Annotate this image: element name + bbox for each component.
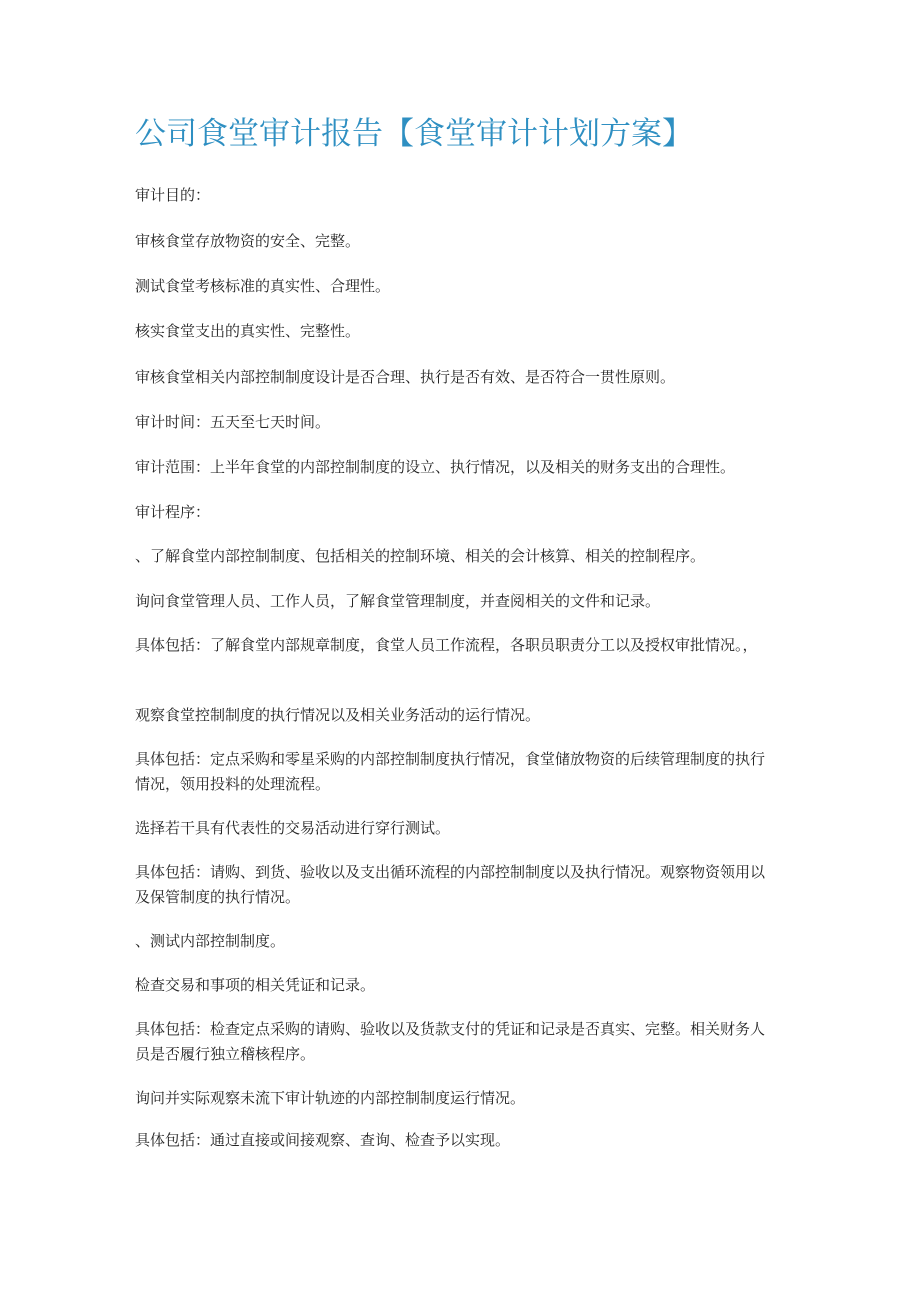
paragraph-procedure-2: 、测试内部控制制度。: [135, 932, 286, 950]
paragraph-detail-5: 具体包括：通过直接或间接观察、查询、检查予以实现。: [135, 1131, 511, 1149]
paragraph-procedure-1: 、了解食堂内部控制制度、包括相关的控制环境、相关的会计核算、相关的控制程序。: [135, 547, 706, 565]
paragraph-audit-procedure-heading: 审计程序：: [135, 503, 211, 521]
paragraph-detail-2: 具体包括：定点采购和零星采购的内部控制制度执行情况，食堂储放物资的后续管理制度的执行情况，领用投料的处理流程。: [135, 750, 766, 793]
paragraph-detail-1: 具体包括：了解食堂内部规章制度，食堂人员工作流程，各职员职责分工以及授权审批情况。，: [135, 636, 758, 654]
paragraph-check-records: 检查交易和事项的相关凭证和记录。: [135, 976, 376, 994]
paragraph-walkthrough: 选择若干具有代表性的交易活动进行穿行测试。: [135, 819, 451, 837]
paragraph-inquiry: 询问食堂管理人员、工作人员，了解食堂管理制度，并查阅相关的文件和记录。: [135, 592, 661, 610]
paragraph-detail-4: 具体包括：检查定点采购的请购、验收以及货款支付的凭证和记录是否真实、完整。相关财务人员是否履行独立稽核程序。: [135, 1020, 766, 1063]
document-title: 公司食堂审计报告【食堂审计计划方案】: [135, 116, 693, 152]
paragraph-detail-3: 具体包括：请购、到货、验收以及支出循环流程的内部控制制度以及执行情况。观察物资领用以及保管制度的执行情况。: [135, 863, 766, 906]
paragraph-observation: 观察食堂控制制度的执行情况以及相关业务活动的运行情况。: [135, 706, 541, 724]
paragraph-purpose-3: 核实食堂支出的真实性、完整性。: [135, 322, 361, 340]
paragraph-audit-purpose-heading: 审计目的：: [135, 186, 211, 204]
paragraph-observe-untraced: 询问并实际观察未流下审计轨迹的内部控制制度运行情况。: [135, 1089, 526, 1107]
paragraph-purpose-1: 审核食堂存放物资的安全、完整。: [135, 232, 361, 250]
paragraph-audit-scope: 审计范围：上半年食堂的内部控制制度的设立、执行情况，以及相关的财务支出的合理性。: [135, 458, 736, 476]
paragraph-audit-time: 审计时间：五天至七天时间。: [135, 413, 331, 431]
paragraph-purpose-4: 审核食堂相关内部控制制度设计是否合理、执行是否有效、是否符合一贯性原则。: [135, 368, 676, 386]
paragraph-purpose-2: 测试食堂考核标准的真实性、合理性。: [135, 277, 391, 295]
